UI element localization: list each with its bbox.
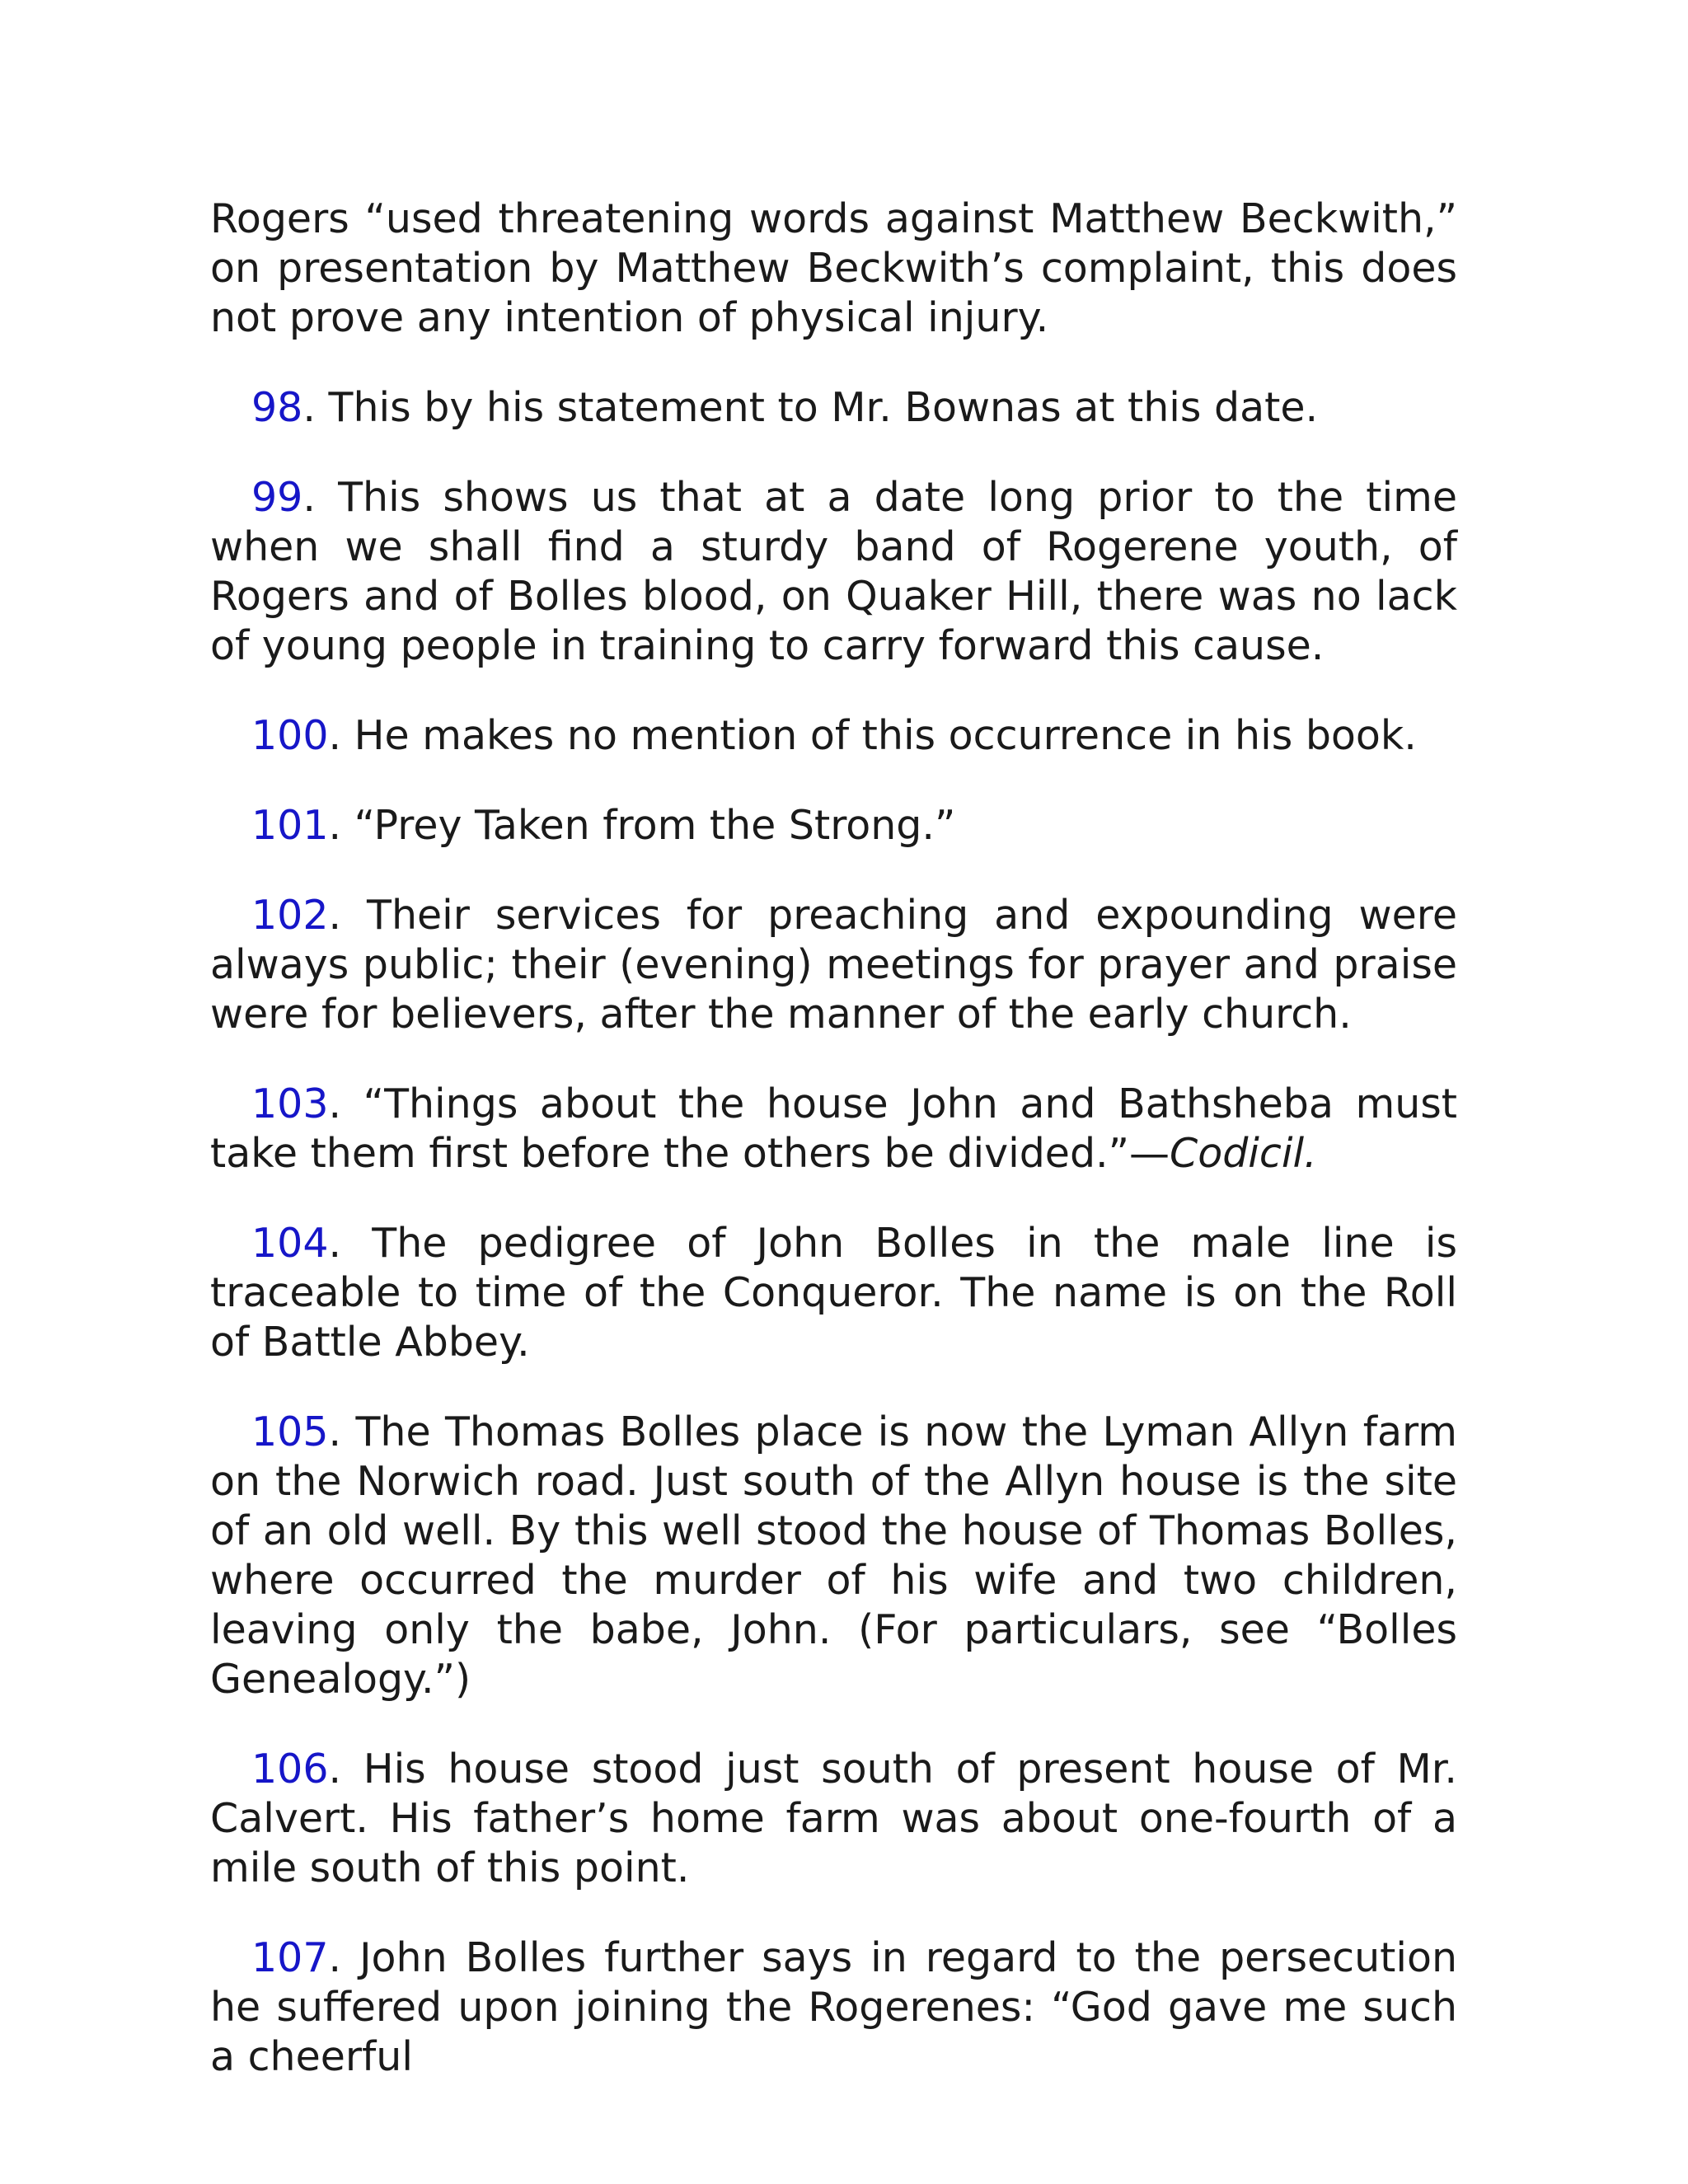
document-page [210, 194, 1457, 2122]
note-text: . John Bolles further says in regard to the persecution he suffered upon joining the Rogerenes: “God gave me such a cheerful [210, 1934, 1457, 2080]
notes-list [210, 383, 1457, 2082]
note-text: . The pedigree of John Bolles in the male line is traceable to time of the Conqueror. The name is on the Roll of Battle Abbey. [210, 1220, 1457, 1366]
note-text: . The Thomas Bolles place is now the Lyman Allyn farm on the Norwich road. Just south of the Allyn house is the site of an old well. By this well stood the house of Thomas Bolles, where occurred the murder of his wife and two children, leaving only the babe, John. (For particulars, see “Bolles Genealogy.”) [210, 1408, 1457, 1703]
note-number-link[interactable]: 104 [251, 1220, 329, 1267]
note-text: . This shows us that at a date long prior to the time when we shall find a sturdy band of Rogerene youth, of Rogers and of Bolles blood, on Quaker Hill, there was no lack of young people in training to carry forward this cause. [210, 474, 1457, 669]
note-number-link[interactable]: 105 [251, 1408, 329, 1455]
note-number-link[interactable]: 100 [251, 712, 329, 759]
note-102 [210, 891, 1457, 1039]
note-100 [210, 711, 1457, 761]
note-98 [210, 383, 1457, 433]
note-99 [210, 473, 1457, 671]
note-106 [210, 1745, 1457, 1893]
note-text: . He makes no mention of this occurrence in his book. [328, 712, 1417, 759]
note-number-link[interactable]: 99 [251, 474, 303, 521]
note-text: . Their services for preaching and expounding were always public; their (evening) meetings for prayer and praise were for believers, after the manner of the early church. [210, 892, 1457, 1038]
note-103 [210, 1080, 1457, 1179]
note-text: . His house stood just south of present house of Mr. Calvert. His father’s home farm was about one-fourth of a mile south of this point. [210, 1746, 1457, 1891]
note-text: . This by his statement to Mr. Bownas at this date. [302, 384, 1319, 431]
note-number-link[interactable]: 101 [251, 802, 329, 849]
note-number-link[interactable]: 107 [251, 1934, 329, 1981]
note-104 [210, 1219, 1457, 1367]
note-text: . “Prey Taken from the Strong.” [328, 802, 956, 849]
note-text: . “Things about the house John and Bathsheba must take them first before the others be divided.”— [210, 1080, 1457, 1177]
note-citation: Codicil. [1170, 1130, 1317, 1177]
note-105 [210, 1408, 1457, 1704]
note-number-link[interactable]: 102 [251, 892, 329, 939]
continuation-paragraph: Rogers “used threatening words against Matthew Beckwith,” on presentation by Matthew Beckwith’s complaint, this does not prove any intention of physical injury. [210, 195, 1457, 341]
note-number-link[interactable]: 103 [251, 1080, 329, 1127]
note-number-link[interactable]: 106 [251, 1746, 329, 1793]
note-101 [210, 801, 1457, 851]
note-number-link[interactable]: 98 [251, 384, 303, 431]
note-107 [210, 1933, 1457, 2082]
